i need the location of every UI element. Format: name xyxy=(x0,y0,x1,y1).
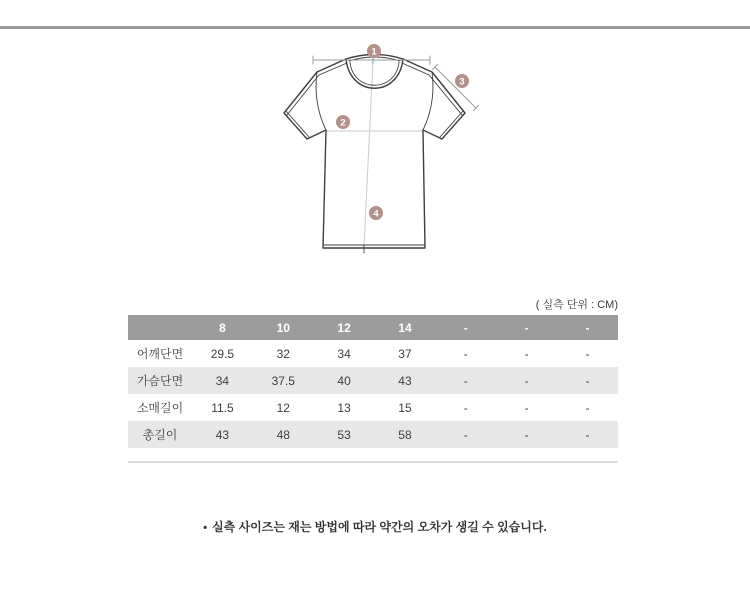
size-col-header-blank xyxy=(128,315,192,340)
header-row xyxy=(128,315,618,340)
shoulder-seam-right xyxy=(402,63,465,115)
shoulder-seam-left xyxy=(287,63,347,115)
footnote xyxy=(0,518,750,535)
size-value: 32 xyxy=(276,346,290,361)
size-value: - xyxy=(524,346,529,361)
size-value: - xyxy=(524,400,529,415)
size-value: - xyxy=(524,373,529,388)
size-col-header-dash-3: - xyxy=(557,315,618,340)
size-value: 43 xyxy=(398,373,412,388)
marker-1 xyxy=(367,44,381,58)
size-value: 15 xyxy=(398,400,412,415)
size-value: 11.5 xyxy=(211,400,234,415)
row-label: 가슴단면 xyxy=(136,374,184,388)
size-value: 53 xyxy=(337,427,351,442)
size-table xyxy=(128,315,618,448)
table-row-total-length xyxy=(128,421,618,448)
cuff-seam-right xyxy=(440,111,463,137)
footnote-text: 실측 사이즈는 재는 방법에 따라 약간의 오차가 생길 수 있습니다. xyxy=(212,520,547,534)
marker-2 xyxy=(336,115,350,129)
table-row-sleeve xyxy=(128,394,618,421)
marker-4 xyxy=(369,206,383,220)
size-value: 34 xyxy=(215,373,230,388)
size-value: - xyxy=(585,427,590,442)
table-row-shoulder xyxy=(128,340,618,367)
row-label: 총길이 xyxy=(142,428,178,442)
size-col-header-12: 12 xyxy=(314,315,375,340)
size-value: 40 xyxy=(337,373,351,388)
size-value: 48 xyxy=(276,427,290,442)
tshirt-measurement-diagram xyxy=(270,35,490,265)
size-value: 58 xyxy=(398,427,412,442)
size-value: 29.5 xyxy=(210,346,235,361)
size-value: 12 xyxy=(276,400,290,415)
size-value: - xyxy=(585,346,590,361)
row-label: 어깨단면 xyxy=(136,347,184,361)
armhole-seam-left xyxy=(316,72,326,130)
size-value: - xyxy=(463,427,468,442)
size-value: - xyxy=(524,427,529,442)
size-value: 37 xyxy=(398,346,412,361)
size-col-header-dash-2: - xyxy=(496,315,557,340)
size-col-header-8: 8 xyxy=(192,315,253,340)
tshirt-svg xyxy=(270,35,490,265)
size-table-header xyxy=(128,315,618,340)
marker-2-label: 2 xyxy=(340,117,346,129)
row-label: 소매길이 xyxy=(136,401,184,415)
size-value: 13 xyxy=(337,400,351,415)
table-row-chest xyxy=(128,367,618,394)
size-value: - xyxy=(463,373,468,388)
size-value: - xyxy=(463,400,468,415)
size-table-body xyxy=(128,340,618,448)
marker-3 xyxy=(455,74,469,88)
size-value: 37.5 xyxy=(271,373,295,388)
marker-1-label: 1 xyxy=(371,46,377,58)
footnote-bullet: • xyxy=(203,522,208,534)
bottom-divider-line xyxy=(128,461,618,463)
armhole-seam-right xyxy=(423,72,433,130)
size-col-header-dash-1: - xyxy=(435,315,496,340)
size-value: - xyxy=(463,346,468,361)
size-value: - xyxy=(585,400,590,415)
size-col-header-10: 10 xyxy=(253,315,314,340)
marker-4-label: 4 xyxy=(373,208,379,220)
size-value: 43 xyxy=(215,427,230,442)
size-col-header-14: 14 xyxy=(375,315,436,340)
unit-note: ( 실측 단위 : CM) xyxy=(535,299,618,311)
size-value: 34 xyxy=(337,346,351,361)
size-value: - xyxy=(585,373,590,388)
cuff-seam-left xyxy=(286,111,309,137)
marker-3-label: 3 xyxy=(459,76,465,88)
top-divider-line xyxy=(0,26,750,29)
